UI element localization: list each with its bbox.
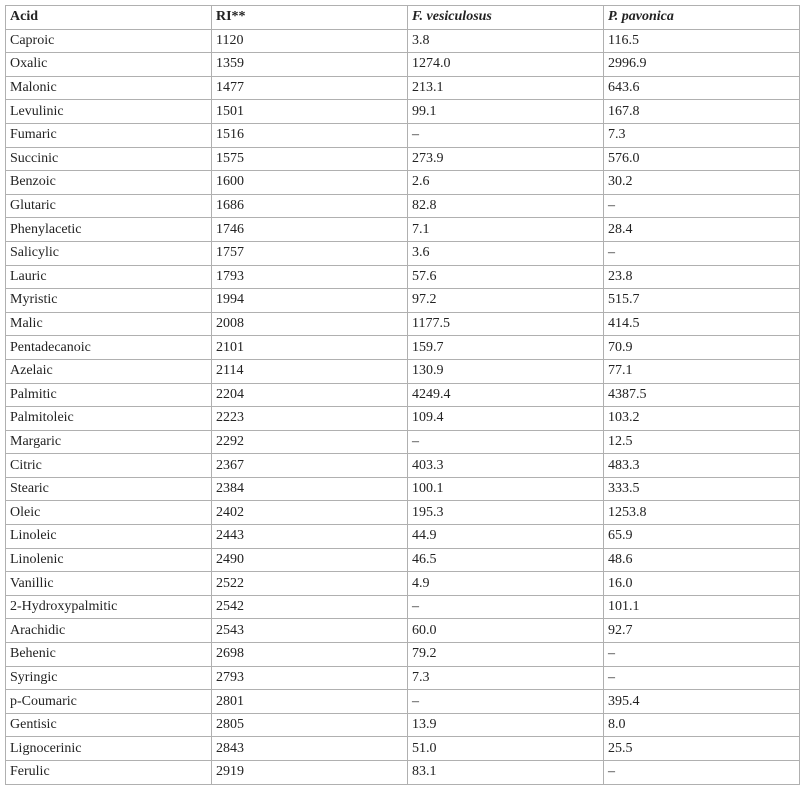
f-vesiculosus-cell: 57.6 [408,265,604,289]
f-vesiculosus-cell: – [408,123,604,147]
table-row [6,194,800,218]
acid-cell: Stearic [6,477,212,501]
acid-cell: p-Coumaric [6,690,212,714]
table-row [6,171,800,195]
p-pavonica-cell: 12.5 [604,430,800,454]
acid-cell: Oxalic [6,53,212,77]
f-vesiculosus-cell: 2.6 [408,171,604,195]
acid-cell: Glutaric [6,194,212,218]
ri-cell: 2223 [212,407,408,431]
ri-cell: 2543 [212,619,408,643]
p-pavonica-cell: 483.3 [604,454,800,478]
ri-cell: 2402 [212,501,408,525]
p-pavonica-cell: 65.9 [604,525,800,549]
ri-cell: 2793 [212,666,408,690]
acid-cell: Margaric [6,430,212,454]
ri-cell: 2101 [212,336,408,360]
f-vesiculosus-cell: – [408,690,604,714]
p-pavonica-cell: 576.0 [604,147,800,171]
acid-cell: Linoleic [6,525,212,549]
acid-cell: Ferulic [6,761,212,785]
p-pavonica-cell: 8.0 [604,713,800,737]
header-acid: Acid [6,6,212,30]
table-row [6,737,800,761]
table-row [6,53,800,77]
ri-cell: 2008 [212,312,408,336]
f-vesiculosus-cell: 159.7 [408,336,604,360]
f-vesiculosus-cell: 4249.4 [408,383,604,407]
acid-cell: Levulinic [6,100,212,124]
ri-cell: 2542 [212,595,408,619]
p-pavonica-cell: – [604,761,800,785]
table-row [6,761,800,785]
acid-cell: Salicylic [6,241,212,265]
ri-cell: 1793 [212,265,408,289]
p-pavonica-cell: 333.5 [604,477,800,501]
p-pavonica-cell: 101.1 [604,595,800,619]
ri-cell: 2114 [212,359,408,383]
f-vesiculosus-cell: 44.9 [408,525,604,549]
ri-cell: 1746 [212,218,408,242]
table-row [6,525,800,549]
ri-cell: 2522 [212,572,408,596]
table-row [6,690,800,714]
table-row [6,407,800,431]
f-vesiculosus-cell: 3.8 [408,29,604,53]
f-vesiculosus-cell: – [408,595,604,619]
p-pavonica-cell: 92.7 [604,619,800,643]
p-pavonica-cell: 4387.5 [604,383,800,407]
p-pavonica-cell: 16.0 [604,572,800,596]
acid-cell: Gentisic [6,713,212,737]
acid-cell: Lauric [6,265,212,289]
f-vesiculosus-cell: 100.1 [408,477,604,501]
p-pavonica-cell: 116.5 [604,29,800,53]
p-pavonica-cell: 77.1 [604,359,800,383]
table-row [6,147,800,171]
f-vesiculosus-cell: 130.9 [408,359,604,383]
f-vesiculosus-cell: 13.9 [408,713,604,737]
p-pavonica-cell: – [604,241,800,265]
p-pavonica-cell: – [604,194,800,218]
table-row [6,123,800,147]
table-row [6,218,800,242]
acid-cell: Linolenic [6,548,212,572]
header-ri: RI** [212,6,408,30]
table-row [6,265,800,289]
p-pavonica-cell: 28.4 [604,218,800,242]
table-row [6,501,800,525]
header-p-pavonica: P. pavonica [604,6,800,30]
p-pavonica-cell: 1253.8 [604,501,800,525]
ri-cell: 2367 [212,454,408,478]
f-vesiculosus-cell: 109.4 [408,407,604,431]
acid-cell: Azelaic [6,359,212,383]
f-vesiculosus-cell: 97.2 [408,289,604,313]
acid-cell: Oleic [6,501,212,525]
f-vesiculosus-cell: 99.1 [408,100,604,124]
acid-cell: Malic [6,312,212,336]
p-pavonica-cell: 395.4 [604,690,800,714]
acid-cell: Benzoic [6,171,212,195]
table-row [6,359,800,383]
table-row [6,383,800,407]
f-vesiculosus-cell: 195.3 [408,501,604,525]
p-pavonica-cell: 414.5 [604,312,800,336]
acid-cell: Fumaric [6,123,212,147]
table-row [6,29,800,53]
f-vesiculosus-cell: 273.9 [408,147,604,171]
f-vesiculosus-cell: 1177.5 [408,312,604,336]
ri-cell: 2801 [212,690,408,714]
acid-cell: Syringic [6,666,212,690]
f-vesiculosus-cell: 403.3 [408,454,604,478]
f-vesiculosus-cell: 83.1 [408,761,604,785]
f-vesiculosus-cell: 79.2 [408,643,604,667]
table-row [6,430,800,454]
ri-cell: 2384 [212,477,408,501]
acid-cell: Succinic [6,147,212,171]
f-vesiculosus-cell: 60.0 [408,619,604,643]
ri-cell: 1600 [212,171,408,195]
acid-cell: Behenic [6,643,212,667]
table-row [6,312,800,336]
table-row [6,289,800,313]
p-pavonica-cell: 103.2 [604,407,800,431]
ri-cell: 1994 [212,289,408,313]
f-vesiculosus-cell: 82.8 [408,194,604,218]
f-vesiculosus-cell: 4.9 [408,572,604,596]
p-pavonica-cell: 23.8 [604,265,800,289]
ri-cell: 1477 [212,76,408,100]
ri-cell: 2490 [212,548,408,572]
acid-cell: Vanillic [6,572,212,596]
acid-cell: 2-Hydroxypalmitic [6,595,212,619]
p-pavonica-cell: 7.3 [604,123,800,147]
table-row [6,548,800,572]
acid-cell: Palmitoleic [6,407,212,431]
ri-cell: 2698 [212,643,408,667]
acid-cell: Palmitic [6,383,212,407]
p-pavonica-cell: 25.5 [604,737,800,761]
f-vesiculosus-cell: – [408,430,604,454]
p-pavonica-cell: 2996.9 [604,53,800,77]
header-row [6,6,800,30]
table-row [6,477,800,501]
p-pavonica-cell: 515.7 [604,289,800,313]
acid-cell: Myristic [6,289,212,313]
ri-cell: 1120 [212,29,408,53]
table-body [6,29,800,784]
ri-cell: 2919 [212,761,408,785]
ri-cell: 1686 [212,194,408,218]
acid-cell: Citric [6,454,212,478]
table-row [6,595,800,619]
ri-cell: 1757 [212,241,408,265]
table-row [6,619,800,643]
table-row [6,454,800,478]
p-pavonica-cell: – [604,666,800,690]
p-pavonica-cell: 643.6 [604,76,800,100]
f-vesiculosus-cell: 213.1 [408,76,604,100]
ri-cell: 2204 [212,383,408,407]
ri-cell: 1501 [212,100,408,124]
table-row [6,572,800,596]
ri-cell: 2292 [212,430,408,454]
f-vesiculosus-cell: 51.0 [408,737,604,761]
table-row [6,643,800,667]
table-row [6,336,800,360]
f-vesiculosus-cell: 7.3 [408,666,604,690]
p-pavonica-cell: 30.2 [604,171,800,195]
ri-cell: 1516 [212,123,408,147]
table-row [6,76,800,100]
p-pavonica-cell: 48.6 [604,548,800,572]
acid-cell: Lignocerinic [6,737,212,761]
acid-cell: Malonic [6,76,212,100]
ri-cell: 1575 [212,147,408,171]
f-vesiculosus-cell: 7.1 [408,218,604,242]
acid-data-table [5,5,800,785]
acid-cell: Phenylacetic [6,218,212,242]
ri-cell: 2843 [212,737,408,761]
table-row [6,713,800,737]
ri-cell: 2805 [212,713,408,737]
f-vesiculosus-cell: 1274.0 [408,53,604,77]
table-row [6,100,800,124]
acid-cell: Caproic [6,29,212,53]
f-vesiculosus-cell: 3.6 [408,241,604,265]
acid-cell: Pentadecanoic [6,336,212,360]
ri-cell: 1359 [212,53,408,77]
p-pavonica-cell: 70.9 [604,336,800,360]
acid-cell: Arachidic [6,619,212,643]
table-row [6,666,800,690]
p-pavonica-cell: 167.8 [604,100,800,124]
p-pavonica-cell: – [604,643,800,667]
ri-cell: 2443 [212,525,408,549]
header-f-vesiculosus: F. vesiculosus [408,6,604,30]
table-row [6,241,800,265]
f-vesiculosus-cell: 46.5 [408,548,604,572]
